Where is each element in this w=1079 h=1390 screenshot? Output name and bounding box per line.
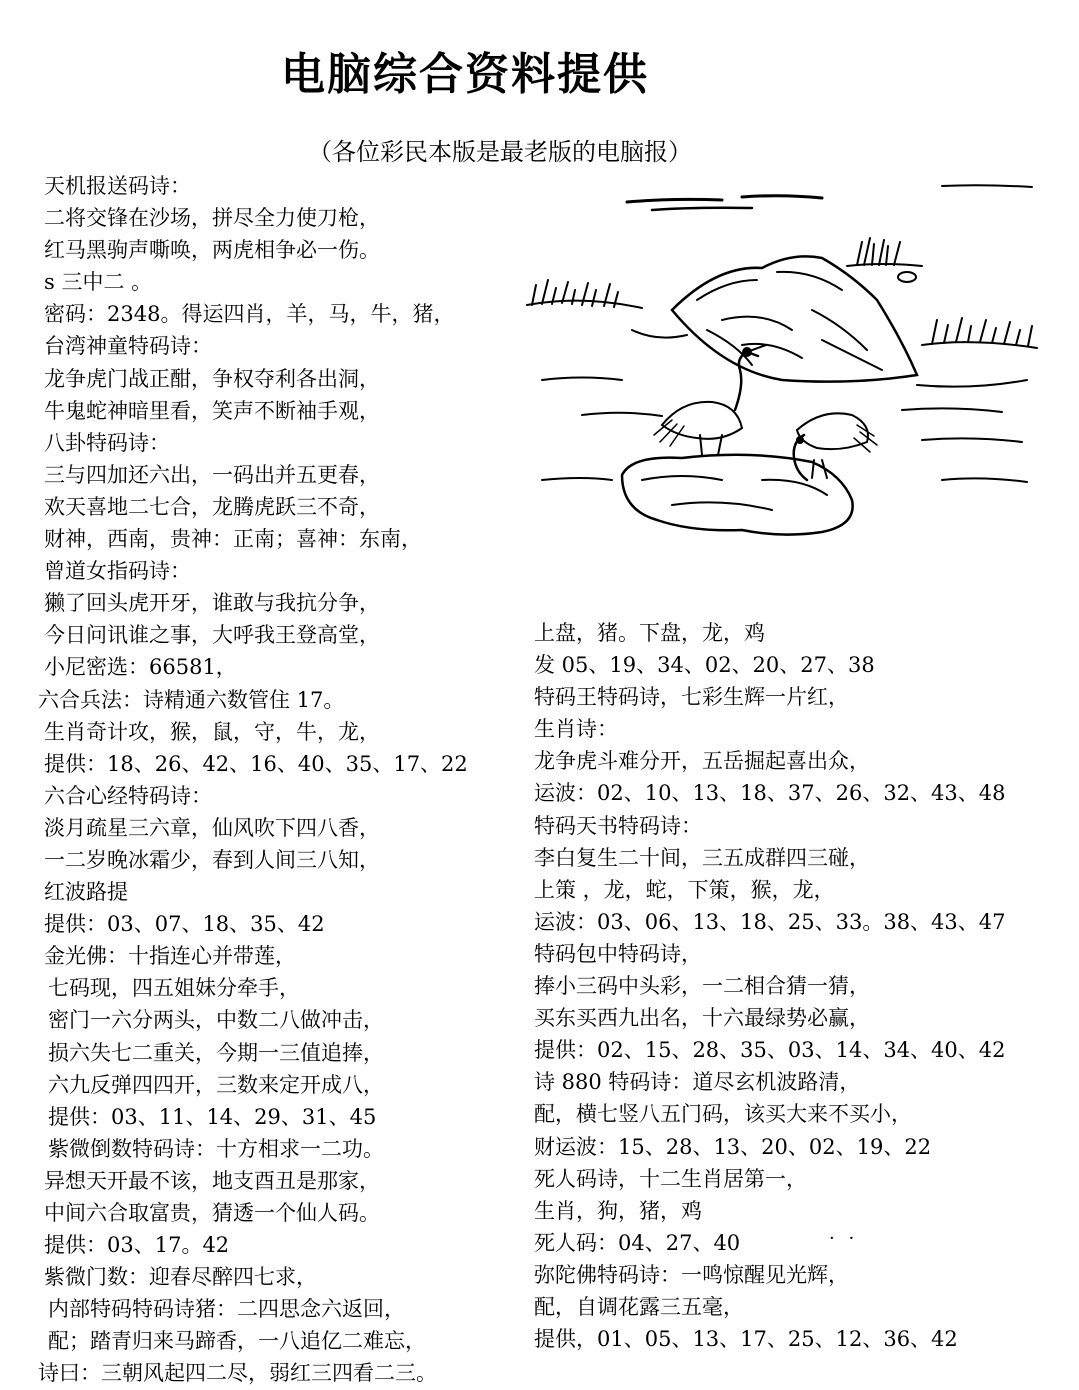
text-line: 六合心经特码诗： (44, 783, 212, 808)
text-line: 买东买西九出名，十六最绿势必赢， (534, 1006, 870, 1031)
text-line: 提供：03、11、14、29、31、45 (48, 1104, 377, 1129)
stray-marks: · · (829, 1228, 859, 1249)
cranes-landscape-illustration (522, 180, 1042, 555)
left-text-column (38, 170, 519, 1390)
text-line: 二将交锋在沙场，拼尽全力使刀枪， (44, 206, 380, 231)
text-line: 运波：02、10、13、18、37、26、32、43、48 (534, 781, 1006, 806)
text-line: 提供：03、07、18、35、42 (44, 912, 325, 937)
text-line: 提供：03、17。42 (44, 1233, 230, 1258)
text-line: 曾道女指码诗： (44, 559, 191, 584)
text-line: 生肖，狗，猪，鸡 (534, 1198, 702, 1223)
text-line: 特码王特码诗，七彩生辉一片红， (534, 685, 849, 710)
text-line: 中间六合取富贵，猜透一个仙人码。 (44, 1201, 380, 1225)
text-line: 特码天书特码诗： (534, 813, 702, 838)
text-line: 内部特码特码诗猪：二四思念六返回， (48, 1297, 405, 1322)
page-subtitle: （各位彩民本版是最老版的电脑报） (308, 138, 692, 166)
text-line: 财运波：15、28、13、20、02、19、22 (534, 1134, 932, 1159)
text-line: 小尼密选：66581， (44, 655, 237, 680)
text-line: 财神，西南，贵神：正南；喜神：东南， (44, 527, 422, 552)
text-line: 运波：03、06、13、18、25、33。38、43、47 (534, 909, 1006, 934)
text-line: 提供，01、05、13、17、25、12、36、42 (534, 1327, 958, 1352)
text-line: 特码包中特码诗， (534, 941, 702, 966)
text-line: 八卦特码诗： (44, 430, 170, 455)
text-line: 捧小三码中头彩，一二相合猜一猜， (534, 974, 870, 999)
text-line: 七码现，四五姐妹分牵手， (48, 976, 300, 1001)
text-line: 獭了回头虎开牙，谁敢与我抗分争， (44, 591, 380, 616)
text-line: 龙争虎门战正酣，争权夺利各出洞， (44, 366, 380, 391)
text-line: 死人码诗，十二生肖居第一， (534, 1166, 807, 1191)
text-line: 提供：18、26、42、16、40、35、17、22 (44, 751, 468, 776)
text-line: 一二岁晚冰霜少，春到人间三八知， (44, 847, 380, 872)
text-line: 龙争虎斗难分开，五岳掘起喜出众， (534, 749, 870, 774)
text-line: 金光佛：十指连心并带莲， (44, 944, 296, 969)
text-line: 密门一六分两头，中数二八做冲击， (48, 1008, 384, 1033)
text-line: 损六失七二重关，今期一三值追捧， (48, 1040, 384, 1065)
text-line: 紫微倒数特码诗：十方相求一二功。 (48, 1136, 384, 1161)
text-line: 三与四加还六出，一码出并五更春， (44, 462, 380, 487)
text-line: 淡月疏星三六章，仙风吹下四八香， (44, 815, 380, 840)
text-line: 弥陀佛特码诗：一鸣惊醒见光辉， (534, 1262, 849, 1287)
text-line: 欢天喜地二七合，龙腾虎跃三不奇， (44, 494, 380, 519)
text-line: 牛鬼蛇神暗里看，笑声不断袖手观， (44, 398, 380, 423)
text-line: 红马黑驹声嘶唤，两虎相争必一伤。 (44, 238, 380, 263)
text-line: 配，横七竖八五门码，该买大来不买小， (534, 1102, 912, 1127)
text-line: 六九反弹四四开，三数来定开成八， (48, 1072, 384, 1097)
text-line: 紫微门数：迎春尽醉四七求， (44, 1265, 317, 1290)
text-line: 发 05、19、34、02、20、27、38 (534, 653, 875, 678)
text-line: 配，自调花露三五毫， (534, 1294, 744, 1319)
text-line: 生肖奇计攻，猴，鼠，守，牛，龙， (44, 719, 380, 744)
text-line: 台湾神童特码诗： (44, 334, 212, 359)
text-line: 诗 880 特码诗：道尽玄机波路清， (534, 1070, 861, 1095)
text-line: 上策 ，龙，蛇，下策，猴，龙， (534, 877, 835, 902)
text-line: 天机报送码诗： (44, 174, 191, 198)
text-line: 提供：02、15、28、35、03、14、34、40、42 (534, 1038, 1006, 1063)
text-line: 密码：2348。得运四肖，羊，马，牛，猪， (44, 302, 455, 327)
text-line: 上盘，猪。下盘，龙，鸡 (534, 621, 765, 645)
text-line: 异想天开最不该，地支酉丑是那家， (44, 1168, 380, 1193)
text-line: 诗曰：三朝风起四二尽，弱红三四看二三。 (38, 1361, 437, 1386)
text-line: 配；踏青归来马蹄香，一八追亿二难忘， (48, 1329, 426, 1354)
text-line: 李白复生二十间，三五成群四三碰， (534, 845, 870, 870)
page-title: 电脑综合资料提供 (281, 49, 649, 100)
text-line: 红波路提 (44, 880, 128, 905)
text-line: 六合兵法：诗精通六数管住 17。 (38, 687, 345, 712)
right-text-column (534, 617, 1054, 1355)
text-line: s 三中二 。 (44, 270, 153, 295)
text-line: 死人码：04、27、40 (534, 1230, 741, 1255)
text-line: 生肖诗： (534, 717, 618, 742)
text-line: 今日问讯谁之事，大呼我王登高堂， (44, 623, 380, 648)
